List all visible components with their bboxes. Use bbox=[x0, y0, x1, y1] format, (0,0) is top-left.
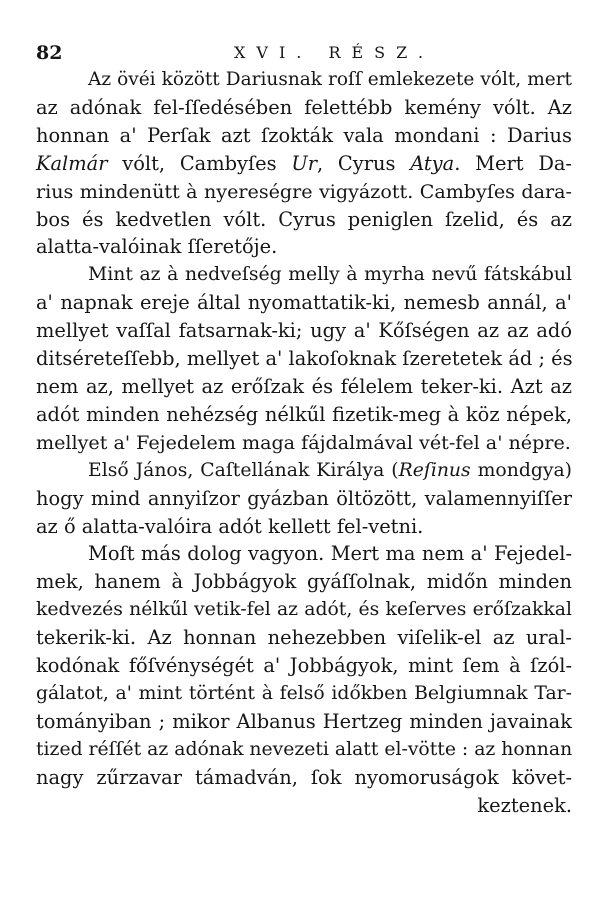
text-line: honnan a' Perſak azt ſzokták vala mondani : Darius bbox=[36, 123, 572, 147]
text-line: Az övéi között Dariusnak roſſ emlekezete vólt, mert bbox=[88, 69, 572, 90]
text-line: hogy mind annyiſzor gyázban öltözött, valamennyiſſer bbox=[36, 486, 572, 510]
text-line: alatta-valóinak ſſeretője. bbox=[36, 235, 278, 259]
italic-word: Atya bbox=[410, 151, 455, 175]
text-segment: . Mert Da- bbox=[454, 151, 572, 175]
page-number: 82 bbox=[36, 42, 63, 64]
text-line: nagy zűrzavar támadván, ſok nyomoruságok követ- bbox=[36, 765, 572, 789]
text-line: nem az, mellyet az erőſzak és félelem teker-ki. Azt az bbox=[36, 374, 572, 398]
text-line: tized réſſét az adónak nevezeti alatt el-vötte : az honnan bbox=[36, 738, 573, 760]
text-line bbox=[36, 150, 572, 178]
text-line: kodónak főſvénységét a' Jobbágyok, mint ſem à ſzól- bbox=[36, 654, 572, 678]
text-line: mek, hanem à Jobbágyok gyáſſolnak, midőn minden bbox=[36, 570, 572, 594]
text-line: az adónak fel-ſſedésében felettébb kemény vólt. Az bbox=[36, 95, 572, 119]
text-line: tekerik-ki. Az honnan nehezebben viſelik-el az ural- bbox=[36, 626, 572, 650]
catchword: keztenek. bbox=[477, 793, 572, 817]
text-segment: vólt, Cambyſes bbox=[107, 151, 292, 175]
text-line: az ő alatta-valóira adót kellett fel-vetni. bbox=[36, 514, 424, 538]
text-line: gálatot, a' mint történt à felső időkben Belgiumnak Tar- bbox=[36, 682, 572, 704]
text-line bbox=[36, 457, 572, 485]
text-line: Moſt más dolog vagyon. Mert ma nem a' Fejedel- bbox=[88, 542, 572, 566]
text-line: tományiban ; mikor Albanus Hertzeg minden javainak bbox=[36, 709, 572, 733]
body-text bbox=[36, 66, 572, 819]
text-line: ditséreteſſebb, mellyet a' lakoſoknak ſzeretetek ád ; és bbox=[36, 347, 573, 371]
running-head: XVI. RÉSZ. bbox=[234, 43, 435, 62]
italic-word: Kalmár bbox=[36, 151, 108, 175]
text-line: a' napnak ereje által nyomattatik-ki, nemesb annál, a' bbox=[36, 291, 572, 315]
text-line: rius mindenütt à nyereségre vigyázott. Cambyſes dara- bbox=[36, 179, 572, 203]
text-segment: Első János, Caſtellának Királya ( bbox=[88, 459, 399, 481]
text-line: mellyet vaſſal fatsarnak-ki; ugy a' Kőſségen az az adó bbox=[36, 319, 572, 343]
text-line: bos és kedvetlen vólt. Cyrus peniglen ſzelid, és az bbox=[36, 207, 572, 231]
italic-word: Reſinus bbox=[398, 459, 471, 481]
text-segment: mondgya) bbox=[470, 459, 572, 481]
text-line: adót minden nehézség nélkűl fizetik-meg à köz népek, bbox=[36, 402, 572, 426]
page-header bbox=[36, 42, 576, 66]
text-line: Mint az à nedveſség melly à myrha nevű fátskábul bbox=[88, 264, 572, 286]
text-segment: , Cyrus bbox=[316, 151, 411, 175]
italic-word: Ur bbox=[291, 151, 317, 175]
text-line: kedvezés nélkűl vetik-fel az adót, és keſerves erőſzakkal bbox=[36, 599, 572, 621]
text-line: mellyet a' Fejedelem maga fájdalmával vét-fel a' népre. bbox=[36, 430, 571, 454]
